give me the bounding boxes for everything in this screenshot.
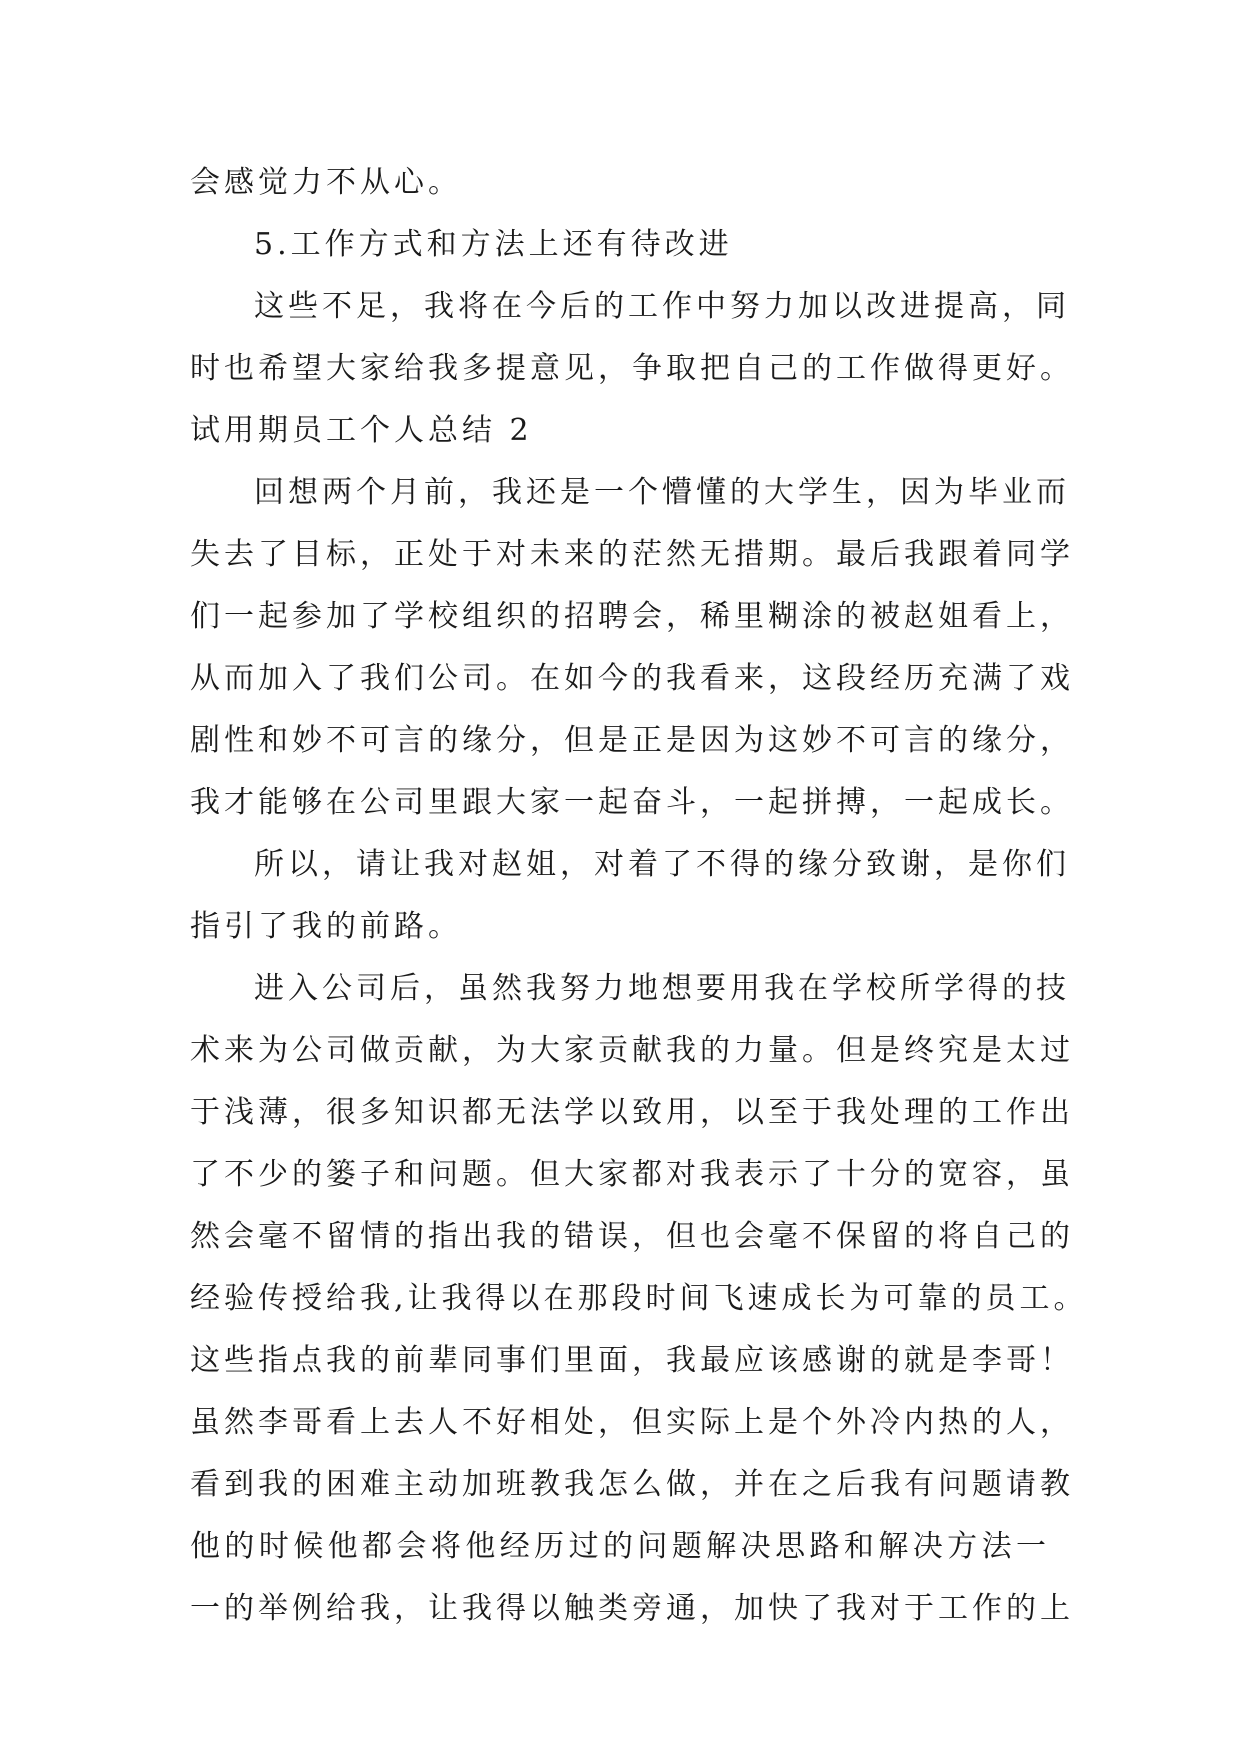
section-title: 试用期员工个人总结 2: [190, 413, 533, 448]
text-line: 他的时候他都会将他经历过的问题解决思路和解决方法一: [190, 1529, 1050, 1564]
text-line: 这些不足，我将在今后的工作中努力加以改进提高，同: [254, 289, 1070, 324]
text-line: 剧性和妙不可言的缘分，但是正是因为这妙不可言的缘分，: [190, 723, 1074, 758]
text-line: 从而加入了我们公司。在如今的我看来，这段经历充满了戏: [190, 661, 1074, 696]
text-line: 然会毫不留情的指出我的错误，但也会毫不保留的将自己的: [190, 1219, 1074, 1254]
list-item-heading: 5.工作方式和方法上还有待改进: [254, 227, 733, 262]
text-line: 一的举例给我，让我得以触类旁通，加快了我对于工作的上: [190, 1591, 1074, 1626]
text-line: 进入公司后，虽然我努力地想要用我在学校所学得的技: [254, 971, 1070, 1006]
text-line: 看到我的困难主动加班教我怎么做，并在之后我有问题请教: [190, 1467, 1074, 1502]
text-line: 了不少的篓子和问题。但大家都对我表示了十分的宽容，虽: [190, 1157, 1074, 1192]
text-line: 我才能够在公司里跟大家一起奋斗，一起拼搏，一起成长。: [190, 785, 1074, 820]
text-line: 于浅薄，很多知识都无法学以致用，以至于我处理的工作出: [190, 1095, 1074, 1130]
text-line: 们一起参加了学校组织的招聘会，稀里糊涂的被赵姐看上，: [190, 599, 1074, 634]
text-line: 所以，请让我对赵姐，对着了不得的缘分致谢，是你们: [254, 847, 1070, 882]
text-line: 虽然李哥看上去人不好相处，但实际上是个外冷内热的人，: [190, 1405, 1074, 1440]
text-line: 回想两个月前，我还是一个懵懂的大学生，因为毕业而: [254, 475, 1070, 510]
text-line: 这些指点我的前辈同事们里面，我最应该感谢的就是李哥！: [190, 1343, 1074, 1378]
text-line: 会感觉力不从心。: [190, 165, 462, 200]
document-body: [190, 152, 1088, 1640]
text-line: 指引了我的前路。: [190, 909, 462, 944]
text-line: 术来为公司做贡献，为大家贡献我的力量。但是终究是太过: [190, 1033, 1074, 1068]
text-line: 失去了目标，正处于对未来的茫然无措期。最后我跟着同学: [190, 537, 1074, 572]
text-line: 经验传授给我,让我得以在那段时间飞速成长为可靠的员工。: [190, 1281, 1088, 1316]
text-line: 时也希望大家给我多提意见，争取把自己的工作做得更好。: [190, 351, 1074, 386]
